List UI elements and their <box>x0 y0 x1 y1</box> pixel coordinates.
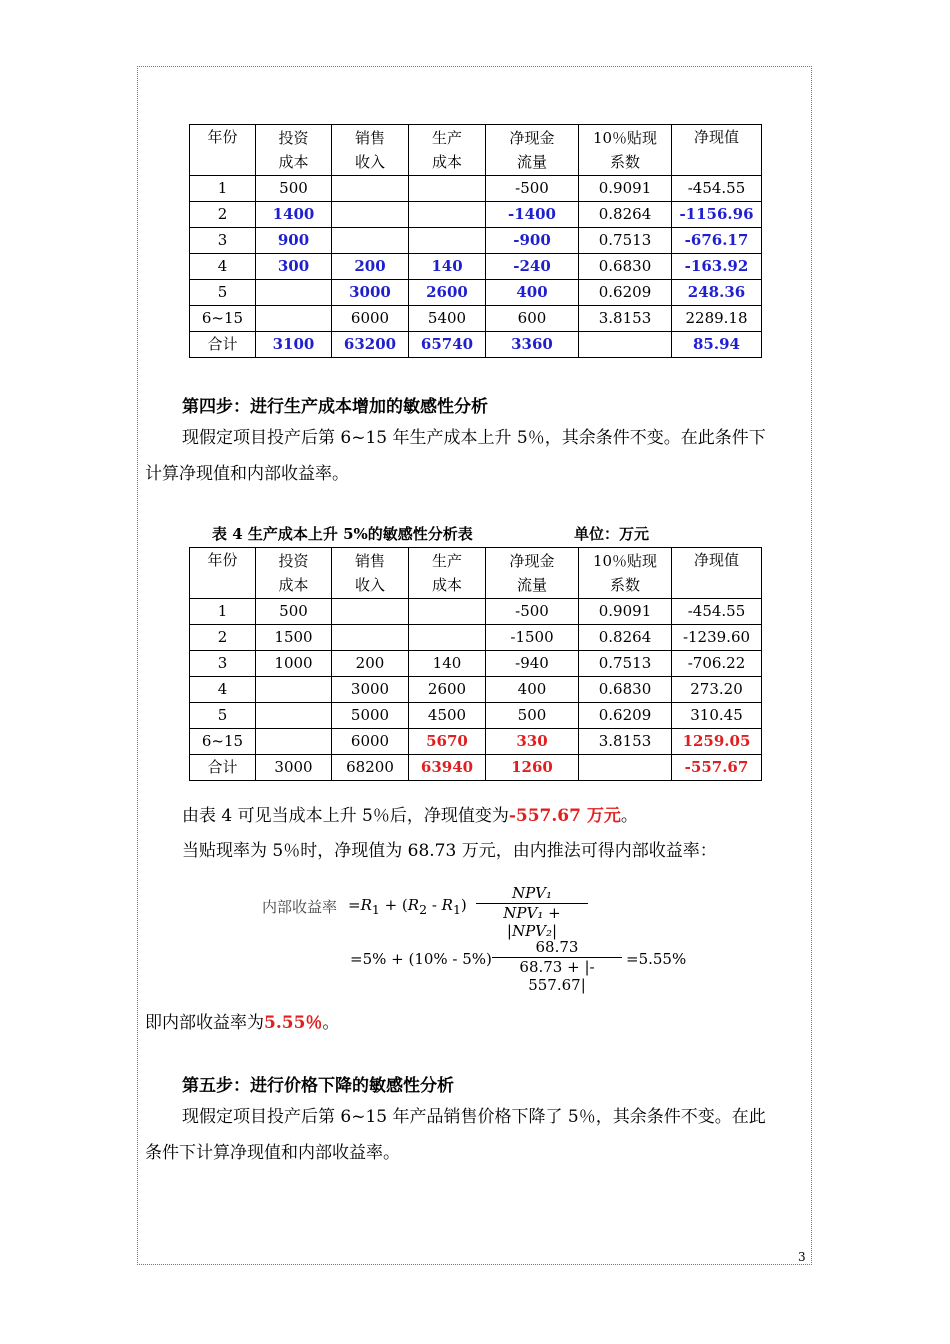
header-cell <box>486 125 579 176</box>
table-row <box>190 651 762 677</box>
table-cell <box>332 599 409 625</box>
table-cell <box>332 625 409 651</box>
header-row <box>190 125 762 176</box>
table-cell: 5670 <box>409 729 486 755</box>
header-text: 销售 <box>354 129 385 147</box>
table-cell: 2600 <box>409 280 486 306</box>
table-cell <box>256 703 332 729</box>
conclusion-suffix: 。 <box>322 1013 340 1033</box>
table-cell: 400 <box>486 677 579 703</box>
table-cell: -1239.60 <box>672 625 762 651</box>
table-cell: 200 <box>332 651 409 677</box>
step5-para-line1: 现假定项目投产后第 6~15 年产品销售价格下降了 5％，其余条件不变。在此 <box>182 1107 766 1127</box>
table-cell: 248.36 <box>672 280 762 306</box>
table-cell: 0.9091 <box>579 599 672 625</box>
result-line1-prefix: 由表 4 可见当成本上升 5％后，净现值变为 <box>182 806 509 826</box>
table4-caption: 表 4 生产成本上升 5%的敏感性分析表 <box>212 525 473 543</box>
table-cell: -706.22 <box>672 651 762 677</box>
table-cell: 65740 <box>409 332 486 358</box>
conclusion-prefix: 即内部收益率为 <box>145 1013 264 1033</box>
header-text: 净现值 <box>693 128 739 146</box>
header-text: 净现值 <box>693 551 739 569</box>
header-text: 系数 <box>609 576 640 594</box>
table-cell: 1000 <box>256 651 332 677</box>
table-cell: 900 <box>256 228 332 254</box>
header-cell <box>409 548 486 599</box>
table-cell: 500 <box>486 703 579 729</box>
step5-para-line2: 条件下计算净现值和内部收益率。 <box>145 1143 400 1163</box>
table-cell: 4500 <box>409 703 486 729</box>
table-cell: 合计 <box>190 755 256 781</box>
npv-table-base <box>189 124 762 358</box>
table-cell: 3000 <box>332 280 409 306</box>
table-cell: 273.20 <box>672 677 762 703</box>
header-text: 投资 <box>278 552 309 570</box>
header-text: 成本 <box>278 153 309 171</box>
header-text: 收入 <box>354 153 385 171</box>
header-cell <box>409 125 486 176</box>
table-cell <box>256 306 332 332</box>
header-cell <box>256 548 332 599</box>
formula-numerator-1: NPV₁ <box>476 884 588 904</box>
header-cell <box>190 548 256 599</box>
table-cell: 6~15 <box>190 729 256 755</box>
header-text: 生产 <box>431 129 462 147</box>
table-cell: 400 <box>486 280 579 306</box>
formula-expression-2: =5% + (10% - 5%) <box>350 950 492 968</box>
table-cell: 1 <box>190 176 256 202</box>
table-cell: 2289.18 <box>672 306 762 332</box>
result-line1 <box>182 799 638 833</box>
table-cell: 3100 <box>256 332 332 358</box>
formula-numerator-2: 68.73 <box>492 938 622 958</box>
header-cell <box>332 125 409 176</box>
npv-table-cost-up <box>189 547 762 781</box>
table-cell: 300 <box>256 254 332 280</box>
table-row <box>190 176 762 202</box>
table-cell: 6000 <box>332 306 409 332</box>
header-text: 年份 <box>207 128 238 146</box>
table-cell: -1500 <box>486 625 579 651</box>
table-row <box>190 729 762 755</box>
table-row <box>190 755 762 781</box>
header-row <box>190 548 762 599</box>
table-cell: 0.6209 <box>579 280 672 306</box>
table-cell: 3 <box>190 651 256 677</box>
header-cell <box>332 548 409 599</box>
table-row <box>190 306 762 332</box>
table-cell <box>332 176 409 202</box>
table-cell: -1400 <box>486 202 579 228</box>
table-cell: -557.67 <box>672 755 762 781</box>
step4-heading: 第四步：进行生产成本增加的敏感性分析 <box>182 397 488 417</box>
header-text: 净现金 <box>509 552 555 570</box>
table-cell: 2 <box>190 625 256 651</box>
header-text: 系数 <box>609 153 640 171</box>
table-cell: 5 <box>190 280 256 306</box>
table-cell: 1500 <box>256 625 332 651</box>
table-cell: 63940 <box>409 755 486 781</box>
formula-expression-1: $=R_1 + (R_2 - R_1)$ <box>348 896 467 917</box>
table-cell: 0.6830 <box>579 254 672 280</box>
table-cell: -454.55 <box>672 176 762 202</box>
table-cell: 3000 <box>256 755 332 781</box>
table-row <box>190 280 762 306</box>
table-cell: 0.8264 <box>579 625 672 651</box>
table-cell: 2600 <box>409 677 486 703</box>
table-row <box>190 228 762 254</box>
table-cell: 310.45 <box>672 703 762 729</box>
table-cell: 85.94 <box>672 332 762 358</box>
table-cell: -940 <box>486 651 579 677</box>
header-text: 年份 <box>207 551 238 569</box>
header-cell <box>486 548 579 599</box>
formula-result: =5.55% <box>626 950 687 968</box>
page-number: 3 <box>798 1250 806 1264</box>
formula-denominator-2: 68.73 + |- 557.67| <box>519 958 595 994</box>
result-line1-suffix: 。 <box>620 806 638 826</box>
table-cell <box>579 332 672 358</box>
table-cell <box>409 202 486 228</box>
table-cell: 0.9091 <box>579 176 672 202</box>
table-cell: 1259.05 <box>672 729 762 755</box>
table-cell: 0.8264 <box>579 202 672 228</box>
formula-label: 内部收益率 <box>262 898 338 916</box>
formula-fraction-2 <box>492 938 622 994</box>
header-text: 10％贴现 <box>592 552 658 570</box>
table-row <box>190 599 762 625</box>
table-cell: 4 <box>190 677 256 703</box>
table-cell: 6~15 <box>190 306 256 332</box>
table-cell: -240 <box>486 254 579 280</box>
step5-heading: 第五步：进行价格下降的敏感性分析 <box>182 1076 454 1096</box>
header-text: 投资 <box>278 129 309 147</box>
header-cell <box>190 125 256 176</box>
table-row <box>190 703 762 729</box>
header-text: 收入 <box>354 576 385 594</box>
table-cell <box>409 176 486 202</box>
header-text: 流量 <box>516 576 547 594</box>
header-cell <box>672 548 762 599</box>
table-cell: 200 <box>332 254 409 280</box>
header-text: 流量 <box>516 153 547 171</box>
formula-fraction-1 <box>476 884 588 940</box>
table-cell: 68200 <box>332 755 409 781</box>
table-cell <box>332 202 409 228</box>
table-cell: 5400 <box>409 306 486 332</box>
table-cell <box>256 729 332 755</box>
table-cell: 140 <box>409 254 486 280</box>
table-cell <box>256 677 332 703</box>
table-cell: 140 <box>409 651 486 677</box>
header-text: 成本 <box>431 576 462 594</box>
table-cell: 6000 <box>332 729 409 755</box>
table4-unit: 单位：万元 <box>574 525 650 543</box>
header-text: 净现金 <box>509 129 555 147</box>
table-cell: 合计 <box>190 332 256 358</box>
table-cell <box>256 280 332 306</box>
header-cell <box>256 125 332 176</box>
table-cell <box>409 599 486 625</box>
table-cell: 0.7513 <box>579 651 672 677</box>
table-cell: 500 <box>256 176 332 202</box>
table-cell: 63200 <box>332 332 409 358</box>
conclusion <box>145 1006 339 1040</box>
table-cell <box>332 228 409 254</box>
table-row <box>190 332 762 358</box>
table-row <box>190 677 762 703</box>
table-cell <box>409 228 486 254</box>
table-cell: 3.8153 <box>579 729 672 755</box>
table-cell: -500 <box>486 599 579 625</box>
header-cell <box>672 125 762 176</box>
header-text: 生产 <box>431 552 462 570</box>
table-cell: 5000 <box>332 703 409 729</box>
header-text: 10％贴现 <box>592 129 658 147</box>
table-cell: -454.55 <box>672 599 762 625</box>
table-cell: 3 <box>190 228 256 254</box>
table-cell: 600 <box>486 306 579 332</box>
table-cell: 4 <box>190 254 256 280</box>
table-cell: 3.8153 <box>579 306 672 332</box>
table-row <box>190 625 762 651</box>
table-cell: -1156.96 <box>672 202 762 228</box>
table-cell: 0.7513 <box>579 228 672 254</box>
header-cell <box>579 125 672 176</box>
step4-para-line1: 现假定项目投产后第 6~15 年生产成本上升 5％，其余条件不变。在此条件下 <box>182 428 766 448</box>
result-line2: 当贴现率为 5％时，净现值为 68.73 万元，由内推法可得内部收益率： <box>182 841 717 861</box>
header-text: 成本 <box>431 153 462 171</box>
table-cell: -163.92 <box>672 254 762 280</box>
header-text: 成本 <box>278 576 309 594</box>
table-cell: -500 <box>486 176 579 202</box>
table-cell: 3000 <box>332 677 409 703</box>
table-cell: 0.6830 <box>579 677 672 703</box>
header-text: 销售 <box>354 552 385 570</box>
table-cell: 1260 <box>486 755 579 781</box>
table-row <box>190 254 762 280</box>
table-cell: 0.6209 <box>579 703 672 729</box>
table-cell <box>579 755 672 781</box>
table-cell: 1400 <box>256 202 332 228</box>
conclusion-irr-value: 5.55％ <box>264 1013 323 1033</box>
step4-para-line2: 计算净现值和内部收益率。 <box>145 464 349 484</box>
table-cell: 2 <box>190 202 256 228</box>
header-cell <box>579 548 672 599</box>
table-row <box>190 202 762 228</box>
table-cell: 1 <box>190 599 256 625</box>
table-cell: 3360 <box>486 332 579 358</box>
formula-denominator-1: NPV₁ + |NPV₂| <box>503 904 561 940</box>
table-cell: 5 <box>190 703 256 729</box>
table-cell: 500 <box>256 599 332 625</box>
table-cell: -900 <box>486 228 579 254</box>
table-cell: -676.17 <box>672 228 762 254</box>
table-cell: 330 <box>486 729 579 755</box>
result-npv-value: -557.67 万元 <box>508 806 621 826</box>
table-cell <box>409 625 486 651</box>
